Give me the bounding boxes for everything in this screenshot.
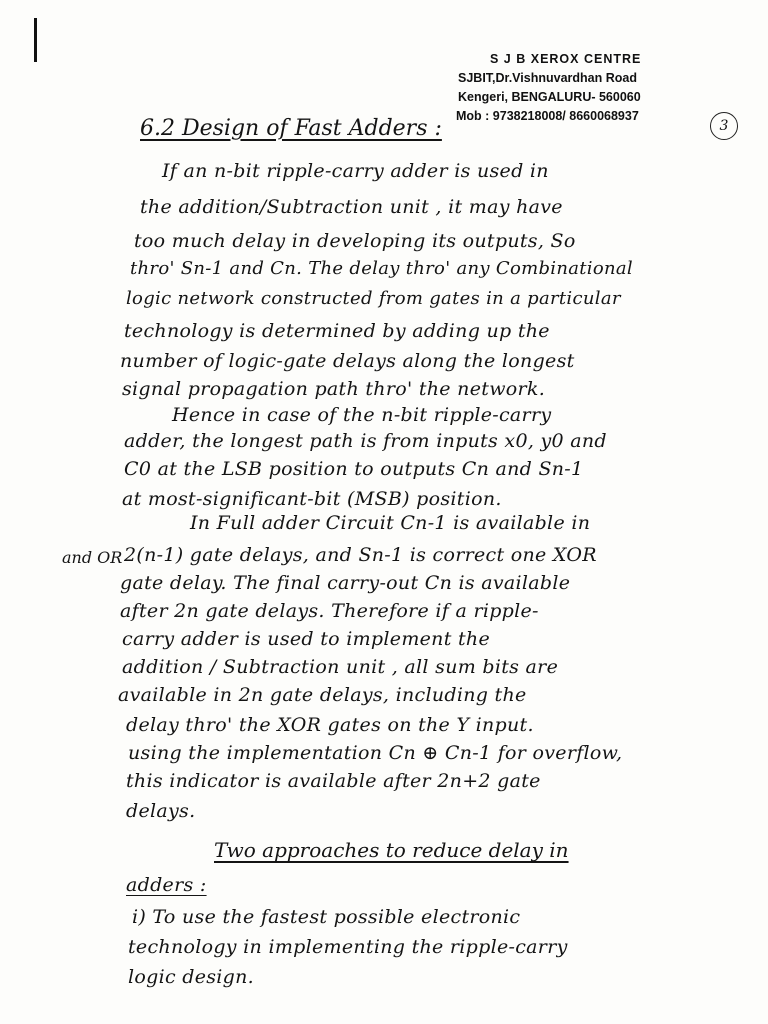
text-line: using the implementation Cn ⊕ Cn-1 for overflow, <box>128 742 623 764</box>
text-line: this indicator is available after 2n+2 gate <box>126 770 541 792</box>
text-line: addition / Subtraction unit , all sum bits are <box>122 656 559 678</box>
text-line: available in 2n gate delays, including the <box>118 684 527 706</box>
text-line: delays. <box>126 800 196 822</box>
stamp-address: SJBIT,Dr.Vishnuvardhan Road <box>458 71 637 85</box>
text-line: delay thro' the XOR gates on the Y input. <box>126 714 534 736</box>
text-line: carry adder is used to implement the <box>122 628 491 650</box>
xerox-stamp <box>456 50 756 126</box>
text-line: number of logic-gate delays along the longest <box>120 350 575 372</box>
text-line: after 2n gate delays. Therefore if a ripple- <box>120 600 539 622</box>
text-line: i) To use the fastest possible electronic <box>132 906 521 928</box>
text-line: logic network constructed from gates in a particular <box>126 288 621 309</box>
text-line: Hence in case of the n-bit ripple-carry <box>172 404 552 426</box>
text-line: thro' Sn-1 and Cn. The delay thro' any Combinational <box>130 258 633 279</box>
section-heading: Two approaches to reduce delay in <box>214 838 569 862</box>
page-number: 3 <box>710 112 738 140</box>
stamp-shop-name: S J B XEROX CENTRE <box>490 52 642 66</box>
text-line: signal propagation path thro' the network. <box>122 378 546 400</box>
section-heading-cont: adders : <box>126 874 207 896</box>
text-line: the addition/Subtraction unit , it may have <box>140 196 563 218</box>
stamp-city: Kengeri, BENGALURU- 560060 <box>458 90 641 104</box>
margin-mark <box>34 18 37 62</box>
text-line: In Full adder Circuit Cn-1 is available in <box>190 512 591 534</box>
stamp-phone: Mob : 9738218008/ 8660068937 <box>456 109 639 123</box>
text-line: logic design. <box>128 966 255 988</box>
text-line: If an n-bit ripple-carry adder is used in <box>162 160 549 182</box>
text-line: gate delay. The final carry-out Cn is available <box>120 572 571 594</box>
text-line: technology is determined by adding up the <box>124 320 550 342</box>
text-line: too much delay in developing its outputs, So <box>134 230 576 252</box>
text-line: C0 at the LSB position to outputs Cn and Sn-1 <box>124 458 584 480</box>
page-title: 6.2 Design of Fast Adders : <box>140 116 442 141</box>
margin-note: and OR <box>62 548 123 567</box>
text-line: adder, the longest path is from inputs x0, y0 and <box>124 430 607 452</box>
text-line: 2(n-1) gate delays, and Sn-1 is correct one XOR <box>124 544 597 566</box>
text-line: technology in implementing the ripple-carry <box>128 936 568 958</box>
text-line: at most-significant-bit (MSB) position. <box>122 488 502 510</box>
